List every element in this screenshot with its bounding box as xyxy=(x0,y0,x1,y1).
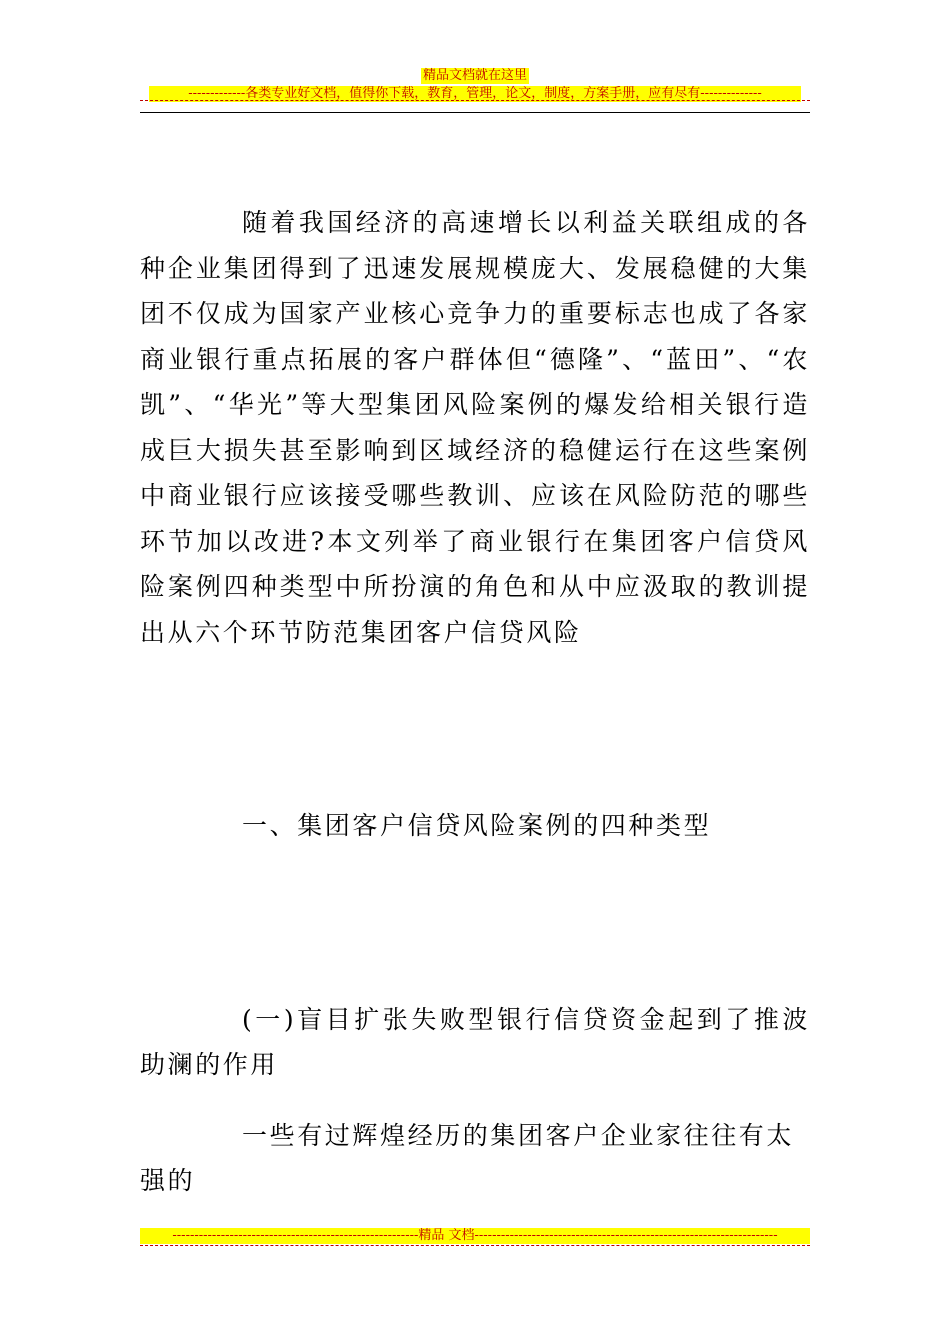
page-footer: --------------------------------------------------------精品 文档--------------------------------------------------------------------- xyxy=(140,1228,810,1244)
header-title: 精品文档就在这里 xyxy=(422,68,527,83)
footer-dashed-divider xyxy=(140,1245,810,1246)
header-subtitle: -------------各类专业好文档，值得你下载，教育，管理，论文，制度，方案手册，应有尽有-------------- xyxy=(149,86,801,102)
document-body xyxy=(140,200,810,1204)
section-heading: 一、集团客户信贷风险案例的四种类型 xyxy=(242,811,712,840)
subsection-heading: (一)盲目扩张失败型银行信贷资金起到了推波助澜的作用 xyxy=(140,1004,810,1079)
body-paragraph: 一些有过辉煌经历的集团客户企业家往往有太强的 xyxy=(140,1120,795,1195)
header-rule xyxy=(140,112,810,113)
page-header xyxy=(140,64,810,102)
header-dashed-divider xyxy=(140,100,810,101)
intro-paragraph: 随着我国经济的高速增长以利益关联组成的各种企业集团得到了迅速发展规模庞大、发展稳健的大集团不仅成为国家产业核心竞争力的重要标志也成了各家商业银行重点拓展的客户群体但“德隆”、“蓝田”、“农凯”、“华光”等大型集团风险案例的爆发给相关银行造成巨大损失甚至影响到区域经济的稳健运行在这些案例中商业银行应该接受哪些教训、应该在风险防范的哪些环节加以改进?本文列举了商业银行在集团客户信贷风险案例四种类型中所扮演的角色和从中应汲取的教训提出从六个环节防范集团客户信贷风险 xyxy=(140,208,810,647)
